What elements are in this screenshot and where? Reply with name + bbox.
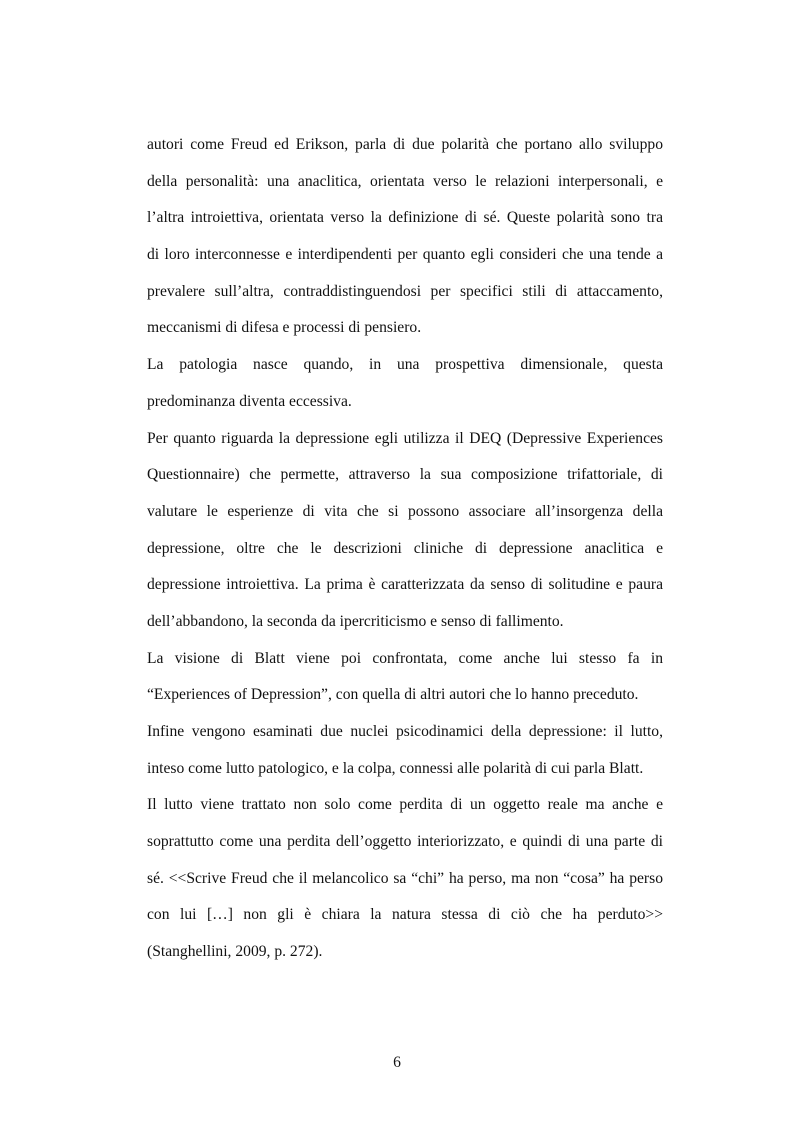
text-line: Infine vengono esaminati due nuclei psicodinamici della depressione: il lutto,	[147, 723, 663, 740]
text-line: con lui […] non gli è chiara la natura stessa di ciò che ha perduto>>	[147, 906, 663, 924]
page-body	[147, 127, 663, 971]
paragraph	[147, 641, 663, 714]
text-line: Questionnaire) che permette, attraverso la sua composizione trifattoriale, di	[147, 466, 663, 484]
text-line: della personalità: una anaclitica, orientata verso le relazioni interpersonali, e	[147, 172, 663, 190]
text-line: “Experiences of Depression”, con quella di altri autori che lo hanno preceduto.	[147, 686, 639, 704]
text-line: predominanza diventa eccessiva.	[147, 392, 352, 410]
text-line: La visione di Blatt viene poi confrontata, come anche lui stesso fa in	[147, 649, 663, 667]
text-line: (Stanghellini, 2009, p. 272).	[147, 943, 323, 961]
paragraph	[147, 347, 663, 420]
paragraph	[147, 421, 663, 641]
text-line: prevalere sull’altra, contraddistinguendosi per specifici stili di attaccamento,	[147, 282, 663, 300]
text-line: soprattutto come una perdita dell’oggetto interiorizzato, e quindi di una parte di	[147, 833, 663, 851]
text-line: meccanismi di difesa e processi di pensiero.	[147, 319, 422, 337]
text-line: La patologia nasce quando, in una prospettiva dimensionale, questa	[147, 356, 663, 374]
text-line: inteso come lutto patologico, e la colpa, connessi alle polarità di cui parla Blatt.	[147, 759, 644, 777]
paragraph	[147, 714, 663, 787]
text-line: Per quanto riguarda la depressione egli utilizza il DEQ (Depressive Experiences	[147, 429, 663, 447]
text-line: autori come Freud ed Erikson, parla di due polarità che portano allo sviluppo	[147, 136, 663, 153]
text-line: Il lutto viene trattato non solo come perdita di un oggetto reale ma anche e	[147, 796, 663, 814]
text-line: dell’abbandono, la seconda da ipercriticismo e senso di fallimento.	[147, 612, 564, 630]
paragraph	[147, 787, 663, 970]
text-line: valutare le esperienze di vita che si possono associare all’insorgenza della	[147, 502, 663, 520]
text-line: depressione introiettiva. La prima è caratterizzata da senso di solitudine e paura	[147, 576, 663, 594]
text-line: depressione, oltre che le descrizioni cliniche di depressione anaclitica e	[147, 539, 663, 557]
text-line: di loro interconnesse e interdipendenti per quanto egli consideri che una tende a	[147, 246, 663, 264]
text-line: l’altra introiettiva, orientata verso la definizione di sé. Queste polarità sono tra	[147, 209, 663, 227]
page-number: 6	[393, 1054, 401, 1071]
paragraph	[147, 127, 663, 347]
text-line: sé. <<Scrive Freud che il melancolico sa “chi” ha perso, ma non “cosa” ha perso	[147, 869, 663, 887]
